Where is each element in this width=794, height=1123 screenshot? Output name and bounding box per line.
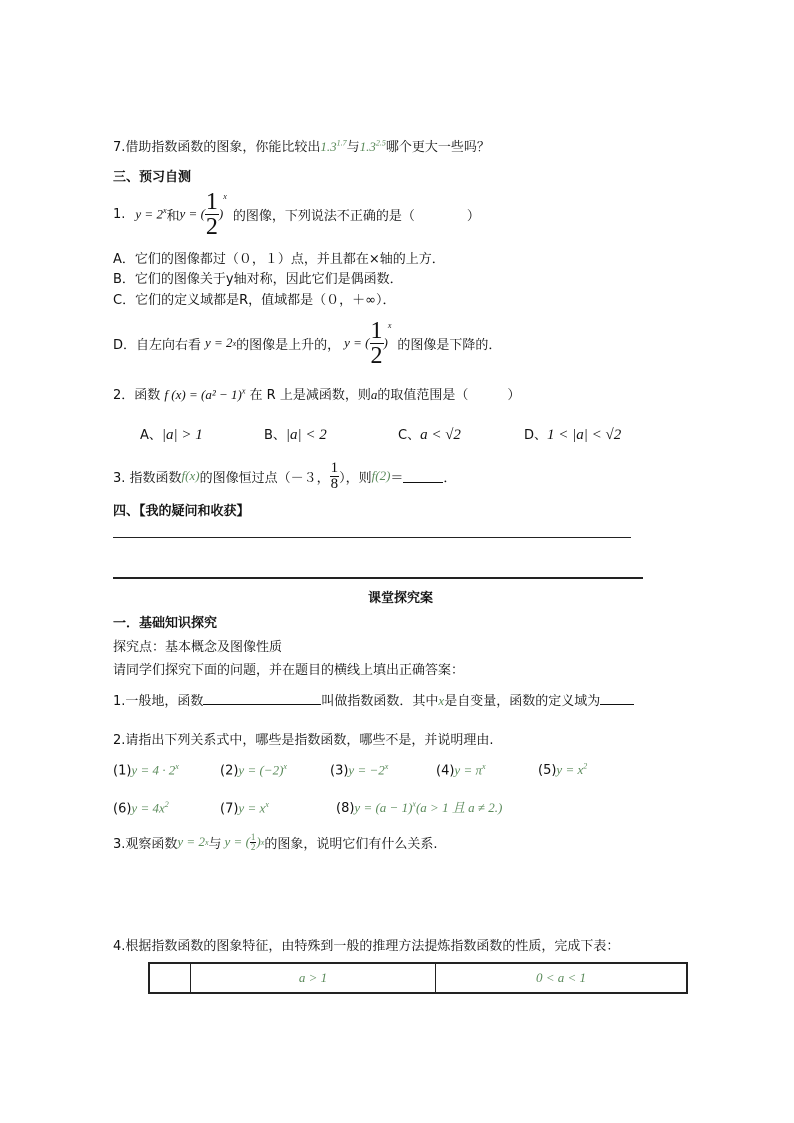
func-6 [113, 800, 220, 816]
func-3-expr: y = −2 [348, 762, 385, 778]
t1-fraction [205, 190, 219, 239]
t3-text2: 的图像恒过点（－３， [199, 470, 330, 486]
t2-c-value: a < √2 [420, 427, 461, 443]
t1-d-f1: y = 2 [205, 335, 233, 350]
test-1 [113, 188, 480, 240]
t1-num: 1. [113, 206, 126, 222]
p1-var-x: x [438, 693, 445, 708]
func-5 [538, 763, 587, 778]
t2-option-b [264, 424, 327, 444]
explore-point: 探究点：基本概念及图像性质 [113, 640, 283, 655]
table-header-cell [149, 963, 191, 993]
t2-c-label: C、 [398, 428, 421, 443]
t1-d-exp2: x [387, 320, 392, 330]
p1-text-a: 1.一般地，函数 [113, 694, 204, 709]
q7-mid: 与 [346, 140, 360, 155]
t3-text: 3. 指数函数 [113, 470, 182, 486]
func-7-num: (7) [220, 801, 239, 816]
func-2-num: (2) [220, 763, 239, 779]
func-2-expr: y = (−2) [238, 762, 284, 778]
divider-line [113, 577, 643, 579]
func-1 [113, 762, 220, 778]
func-5-expr: y = x [556, 762, 584, 778]
p1-blank-2[interactable] [600, 692, 634, 705]
t3-frac-n: 1 [330, 459, 339, 476]
test-3 [113, 456, 456, 496]
q7-suffix: 哪个更大一些吗？ [385, 140, 490, 155]
t2-func: f (x) = (a² − 1) [164, 387, 242, 402]
t1-d-pre: D．自左向右看 [113, 337, 202, 353]
t2-d-label: D、 [524, 428, 548, 443]
t2-exp: x [241, 386, 246, 396]
p3-e1: x [204, 837, 209, 847]
p1-text-c: 是自变量，函数的定义域为 [444, 694, 601, 709]
func-row-2 [113, 797, 502, 816]
table-header-a-between: 0 < a < 1 [436, 963, 688, 993]
func-row-1 [113, 762, 587, 778]
instructions: 请同学们探究下面的问题，并在题目的横线上填出正确答案： [113, 663, 465, 678]
p3-f2: y = ( [224, 834, 250, 849]
t1-and: 和 [166, 208, 180, 224]
t2-option-d [524, 424, 621, 444]
p3-e2: x [260, 837, 265, 847]
t3-answer-blank[interactable] [403, 470, 443, 483]
t3-func: f(x) [181, 468, 200, 483]
q7-base-a: 1.3 [320, 139, 337, 154]
func-3-exp: x [384, 762, 389, 771]
t2-var: a [370, 387, 378, 402]
func-2 [220, 762, 330, 778]
t3-fraction [330, 461, 340, 492]
section-4-heading: 四、【我的疑问和收获】 [113, 504, 250, 519]
test-2 [113, 384, 520, 403]
t3-text3: ），则 [339, 470, 372, 486]
t2-b-label: B、 [264, 428, 286, 443]
problem-4: 4.根据指数函数的图象特征，由特殊到一般的推理方法提炼指数函数的性质，完成下表： [113, 939, 620, 954]
t2-num: 2．函数 [113, 388, 161, 403]
p3-frac-d: 2 [250, 841, 256, 852]
t1-frac-d: 2 [205, 213, 218, 240]
func-6-expr: y = 4x [131, 800, 165, 815]
t1-option-a: A．它们的图像都过（０，１）点，并且都在×轴的上方． [113, 252, 445, 267]
func-8-condition: (a > 1 且 a ≠ 2.) [415, 800, 503, 815]
q7-exp-b: 2.5 [375, 138, 386, 148]
func-1-expr: y = 4 · 2 [131, 762, 176, 778]
func-5-exp: 2 [583, 762, 588, 771]
func-5-num: (5) [538, 763, 557, 779]
p1-blank-1[interactable] [203, 692, 321, 705]
table-row [149, 963, 687, 993]
t1-f2: y = ( [179, 206, 205, 221]
func-4-num: (4) [436, 763, 455, 779]
func-7-expr: y = x [238, 800, 266, 815]
t2-text2: 的取值范围是（ ） [377, 388, 521, 403]
t2-a-value: |a| > 1 [161, 427, 203, 443]
p3-mid: 与 [208, 836, 222, 852]
t1-f1 [135, 206, 166, 222]
t1-f1-exp: x [162, 205, 167, 215]
func-8 [336, 801, 502, 816]
t3-f2: f(2) [371, 468, 391, 483]
section-3-heading: 三、预习自测 [113, 170, 192, 185]
func-3-num: (3) [330, 763, 349, 779]
func-8-exp: x [412, 799, 416, 809]
p1-text-b: 叫做指数函数．其中 [321, 694, 439, 709]
func-7 [220, 800, 336, 816]
func-6-num: (6) [113, 801, 132, 816]
t3-end: ． [443, 470, 457, 486]
func-6-exp: 2 [164, 799, 169, 809]
t1-option-d [113, 318, 501, 368]
t3-frac-d: 8 [330, 475, 339, 492]
problem-2: 2.请指出下列关系式中，哪些是指数函数，哪些不是，并说明理由. [113, 733, 494, 748]
problem-3 [113, 827, 437, 857]
t2-text: 在 R 上是减函数，则 [249, 388, 371, 403]
t2-d-value: 1 < |a| < √2 [547, 427, 622, 443]
p3-f1: y = 2 [177, 834, 205, 849]
func-8-expr: y = (a − 1) [354, 800, 413, 815]
func-3 [330, 762, 436, 778]
part-1-heading: 一．基础知识探究 [113, 616, 218, 631]
func-4 [436, 762, 538, 778]
t2-b-value: |a| < 2 [285, 427, 327, 443]
t1-d-mid: 的图像是上升的， [236, 337, 341, 353]
t1-frac-n: 1 [205, 188, 218, 215]
t1-text: 的图像，下列说法不正确的是（ ） [232, 208, 480, 224]
t3-text4: ＝ [390, 470, 404, 486]
t1-d-frac-d: 2 [370, 342, 383, 369]
func-4-expr: y = π [454, 762, 482, 778]
t1-d-exp: x [232, 338, 237, 348]
q7-text: 7.借助指数函数的图象，你能比较出 [113, 140, 321, 155]
t1-d-end: 的图像是下降的． [397, 337, 502, 353]
t1-close: ) [218, 206, 224, 221]
answer-line-1[interactable] [113, 537, 631, 538]
classroom-heading: 课堂探究案 [368, 591, 434, 606]
problem-1 [113, 690, 634, 709]
func-1-num: (1) [113, 763, 132, 779]
question-7 [113, 136, 490, 155]
t2-option-c [398, 424, 461, 444]
p3-frac-n: 1 [250, 831, 256, 842]
t1-d-frac-n: 1 [370, 317, 383, 344]
q7-base-b: 1.3 [359, 139, 376, 154]
t1-f1-base: y = 2 [135, 206, 163, 222]
t1-d-f2: y = ( [344, 335, 370, 350]
func-2-exp: x [283, 762, 287, 771]
p3-text-b: 的图象，说明它们有什么关系. [264, 836, 438, 852]
func-4-exp: x [481, 762, 486, 771]
t1-option-c: C．它们的定义域都是R，值域都是（０，＋∞）． [113, 293, 396, 308]
func-7-exp: x [265, 799, 269, 809]
func-8-num: (8) [336, 801, 355, 816]
t2-option-a [140, 424, 203, 444]
t1-d-close: ) [383, 335, 388, 350]
t1-option-b: B．它们的图像关于y轴对称，因此它们是偶函数． [113, 272, 403, 287]
func-1-exp: x [175, 762, 179, 771]
p3-f2-close: ) [256, 834, 261, 849]
t2-a-label: A、 [140, 428, 162, 443]
q7-exp-a: 1.7 [336, 138, 347, 148]
table-header-a-gt-1: a > 1 [191, 963, 436, 993]
t1-d-fraction [370, 319, 384, 368]
p3-text-a: 3.观察函数 [113, 836, 178, 852]
property-table [148, 962, 688, 994]
t1-f2-exp: x [223, 191, 227, 201]
